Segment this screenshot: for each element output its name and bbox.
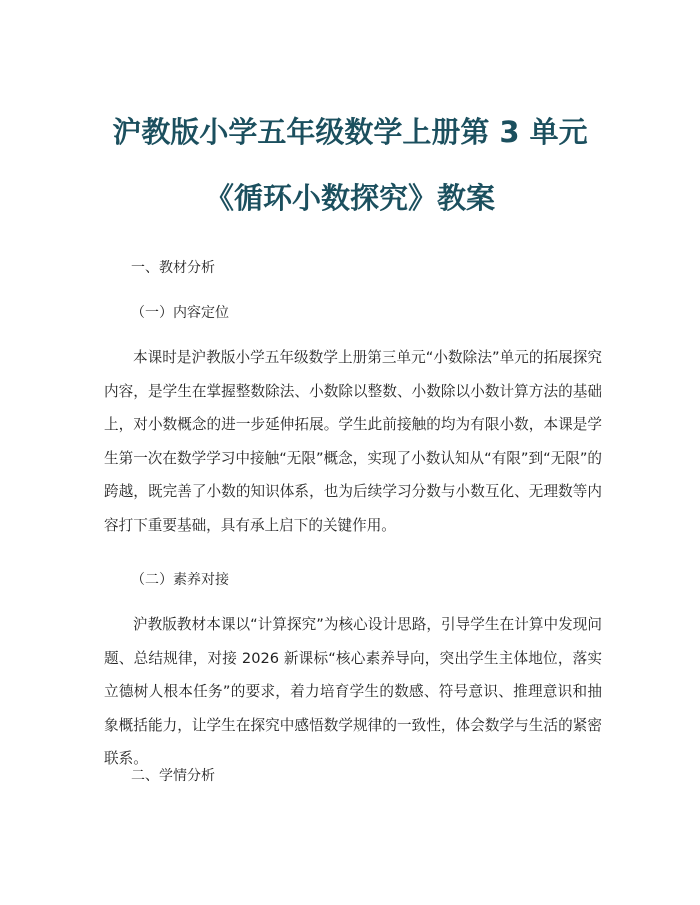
document-title-line-1: 沪教版小学五年级数学上册第 3 单元 — [112, 115, 588, 149]
section-heading-1: 一、教材分析 — [131, 260, 215, 276]
paragraph-content-positioning: 本课时是沪教版小学五年级数学上册第三单元“小数除法”单元的拓展探究内容，是学生在掌握整数除法、小数除以整数、小数除以小数计算方法的基础上，对小数概念的进一步延伸拓展。学生此前接触的均为有限小数，本课是学生第一次在数学学习中接触“无限”概念，实现了小数认知从“有限”到“无限”的跨越，既完善了小数的知识体系，也为后续学习分数与小数互化、无理数等内容打下重要基础，具有承上启下的关键作用。 — [104, 349, 602, 534]
document-title-line-2: 《循环小数探究》教案 — [204, 181, 495, 215]
subsection-heading-1: （一）内容定位 — [131, 305, 229, 321]
section-heading-2: 二、学情分析 — [131, 768, 215, 784]
subsection-heading-2: （二）素养对接 — [131, 572, 229, 588]
paragraph-literacy-alignment: 沪教版教材本课以“计算探究”为核心设计思路，引导学生在计算中发现问题、总结规律，对接 2026 新课标“核心素养导向，突出学生主体地位，落实立德树人根本任务”的要求，着力培育学生的数感、符号意识、推理意识和抽象概括能力，让学生在探究中感悟数学规律的一致性，体会数学与生活的紧密联系。 — [104, 616, 602, 767]
